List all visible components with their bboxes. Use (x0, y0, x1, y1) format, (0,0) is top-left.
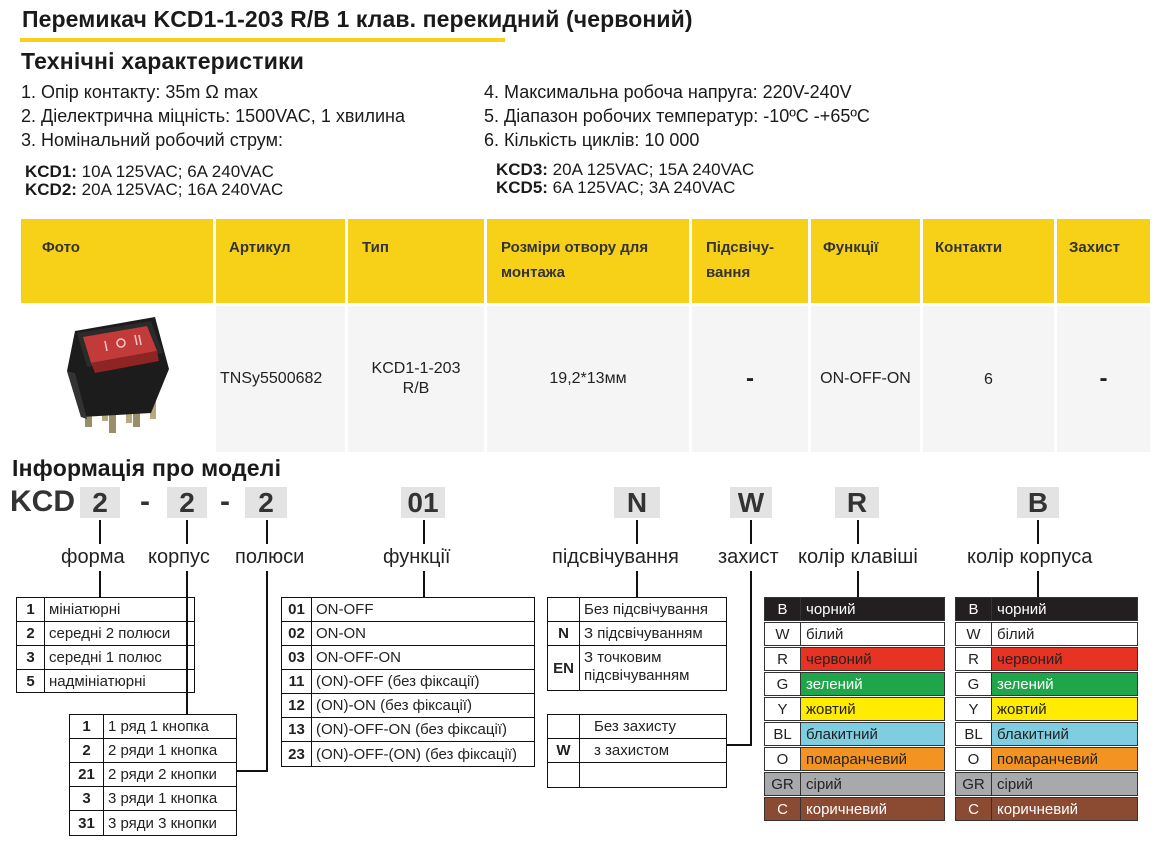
connector (750, 571, 752, 746)
label-form: форма (61, 546, 125, 568)
code-form: 2 (80, 487, 120, 518)
label-poles: полюси (235, 546, 305, 568)
color-row (955, 622, 1138, 646)
spec-line: 5. Діапазон робочих температур: -10ºC -+65ºC (484, 106, 870, 126)
color-row (764, 697, 945, 721)
cell-functions: ON-OFF-ON (811, 306, 920, 452)
specs-right (484, 80, 870, 152)
label-protect: захист (718, 546, 779, 568)
table-row: Без підсвічування (548, 598, 726, 622)
protect-options-table (547, 714, 727, 788)
color-row (764, 647, 945, 671)
color-row (764, 747, 945, 771)
color-row (764, 722, 945, 746)
connector (1037, 571, 1039, 597)
rating-line: KCD1: 10A 125VAC; 6A 240VAC (25, 162, 274, 181)
table-row: 31 3 ряди 3 кнопки (70, 811, 236, 835)
table-row: 11 (ON)-OFF (без фіксації) (282, 670, 534, 694)
color-code: C (956, 798, 992, 820)
title-underline (20, 38, 505, 42)
color-row (764, 597, 945, 621)
table-row (548, 763, 726, 787)
connector (266, 571, 268, 772)
table-row: 2 2 ряди 1 кнопка (70, 739, 236, 763)
color-name: сірий (997, 775, 1033, 793)
cell-light: - (692, 306, 808, 452)
color-name: червоний (806, 650, 872, 668)
table-row: 23 (ON)-OFF-(ON) (без фіксації) (282, 742, 534, 766)
color-row (955, 697, 1138, 721)
label-case-color: колір корпуса (967, 546, 1093, 568)
model-heading: Інформація про моделі (12, 455, 282, 481)
connector (636, 520, 638, 544)
spec-line: 1. Опір контакту: 35m Ω max (21, 82, 258, 102)
col-header-photo: Фото (21, 219, 213, 303)
specs-left (21, 80, 405, 152)
color-row (955, 597, 1138, 621)
col-header-contacts: Контакти (923, 219, 1054, 303)
spec-line: 4. Максимальна робоча напруга: 220V-240V (484, 82, 852, 102)
col-header-functions: Функції (811, 219, 920, 303)
color-code: G (765, 673, 801, 695)
case-color-table (955, 597, 1138, 822)
color-code: O (956, 748, 992, 770)
color-row (764, 622, 945, 646)
color-name: жовтий (997, 700, 1047, 718)
ratings-left (25, 163, 283, 199)
color-name: помаранчевий (806, 750, 907, 768)
table-row: Без захисту (548, 715, 726, 739)
key-color-table (764, 597, 945, 822)
color-name: зелений (997, 675, 1054, 693)
connector (99, 571, 101, 597)
color-name: білий (997, 625, 1035, 643)
color-code: Y (956, 698, 992, 720)
color-code: C (765, 798, 801, 820)
page-title: Перемикач KCD1-1-203 R/B 1 клав. перекидний (червоний) (22, 6, 693, 32)
code-protect: W (730, 487, 772, 518)
cell-size: 19,2*13мм (487, 306, 689, 452)
table-row: 03 ON-OFF-ON (282, 646, 534, 670)
label-key-color: колір клавіші (798, 546, 918, 568)
color-row (955, 797, 1138, 821)
table-row: 2 середні 2 полюси (17, 622, 194, 646)
table-row: 1 1 ряд 1 кнопка (70, 715, 236, 739)
color-code: B (765, 598, 801, 620)
spec-line: 2. Діелектрична міцність: 1500VAC, 1 хвилина (21, 106, 405, 126)
color-code: R (956, 648, 992, 670)
connector (236, 770, 268, 772)
color-row (955, 747, 1138, 771)
color-name: блакитний (806, 725, 878, 743)
connector (857, 520, 859, 544)
ratings-right (496, 161, 754, 197)
color-row (955, 647, 1138, 671)
color-code: BL (956, 723, 992, 745)
spec-line: 6. Кількість циклів: 10 000 (484, 130, 700, 150)
col-header-type: Тип (348, 219, 484, 303)
label-functions: функції (383, 546, 451, 568)
cell-protect: - (1057, 306, 1150, 452)
color-code: GR (956, 773, 992, 795)
connector (636, 571, 638, 597)
color-row (955, 722, 1138, 746)
table-row: 3 середні 1 полюс (17, 646, 194, 670)
color-row (955, 672, 1138, 696)
table-row: 13 (ON)-OFF-ON (без фіксації) (282, 718, 534, 742)
switch-image (47, 309, 187, 449)
color-code: G (956, 673, 992, 695)
connector (423, 571, 425, 597)
connector (266, 520, 268, 544)
code-case-color: B (1017, 487, 1059, 518)
label-case: корпус (148, 546, 210, 568)
connector (1037, 520, 1039, 544)
color-name: коричневий (997, 800, 1078, 818)
connector (99, 520, 101, 544)
color-code: GR (765, 773, 801, 795)
rating-line: KCD3: 20A 125VAC; 15A 240VAC (496, 160, 755, 179)
table-row: 3 3 ряди 1 кнопка (70, 787, 236, 811)
color-name: червоний (997, 650, 1063, 668)
color-name: чорний (997, 600, 1047, 618)
spec-line: 3. Номінальний робочий струм: (21, 130, 283, 150)
light-options-table (547, 597, 727, 691)
color-row (764, 772, 945, 796)
form-options-table (16, 597, 195, 693)
col-header-size: Розміри отвору для монтажа (487, 219, 689, 303)
code-poles: 2 (245, 487, 287, 518)
table-row: 12 (ON)-ON (без фіксації) (282, 694, 534, 718)
color-code: B (956, 598, 992, 620)
table-row: 21 2 ряди 2 кнопки (70, 763, 236, 787)
color-name: чорний (806, 600, 856, 618)
code-separator: - (140, 485, 150, 518)
specs-heading: Технічні характеристики (21, 48, 305, 74)
connector (423, 520, 425, 544)
col-header-light: Підсвічу-вання (692, 219, 808, 303)
color-name: жовтий (806, 700, 856, 718)
table-row: 5 надмініатюрні (17, 670, 194, 692)
col-header-sku: Артикул (216, 219, 345, 303)
col-header-protect: Захист (1057, 219, 1150, 303)
color-row (764, 672, 945, 696)
rating-line: KCD5: 6A 125VAC; 3A 240VAC (496, 178, 736, 197)
code-functions: 01 (401, 487, 445, 518)
code-light: N (614, 487, 660, 518)
color-name: коричневий (806, 800, 887, 818)
connector (857, 571, 859, 597)
rating-line: KCD2: 20A 125VAC; 16A 240VAC (25, 180, 284, 199)
cell-type: KCD1-1-203 R/B (348, 306, 484, 452)
table-row: N З підсвічуванням (548, 622, 726, 646)
code-prefix: KCD (10, 485, 75, 518)
color-code: W (765, 623, 801, 645)
color-code: BL (765, 723, 801, 745)
function-options-table (281, 597, 535, 767)
table-row: 02 ON-ON (282, 622, 534, 646)
cell-sku: TNSy5500682 (216, 306, 345, 452)
cell-contacts: 6 (923, 306, 1054, 452)
color-name: зелений (806, 675, 863, 693)
color-name: помаранчевий (997, 750, 1098, 768)
code-key-color: R (835, 487, 879, 518)
color-code: Y (765, 698, 801, 720)
color-code: W (956, 623, 992, 645)
color-name: блакитний (997, 725, 1069, 743)
code-separator: - (220, 485, 230, 518)
connector (186, 520, 188, 544)
connector (726, 744, 752, 746)
table-row: 01 ON-OFF (282, 598, 534, 622)
table-row: 1 мініатюрні (17, 598, 194, 622)
color-row (764, 797, 945, 821)
color-name: білий (806, 625, 844, 643)
case-options-table (69, 714, 237, 836)
color-name: сірий (806, 775, 842, 793)
code-case: 2 (167, 487, 207, 518)
connector (750, 520, 752, 544)
table-row: EN З точковим підсвічуванням (548, 646, 726, 690)
label-light: підсвічування (552, 546, 679, 568)
table-row: W з захистом (548, 739, 726, 763)
color-code: R (765, 648, 801, 670)
color-row (955, 772, 1138, 796)
color-code: O (765, 748, 801, 770)
product-photo (21, 306, 213, 452)
